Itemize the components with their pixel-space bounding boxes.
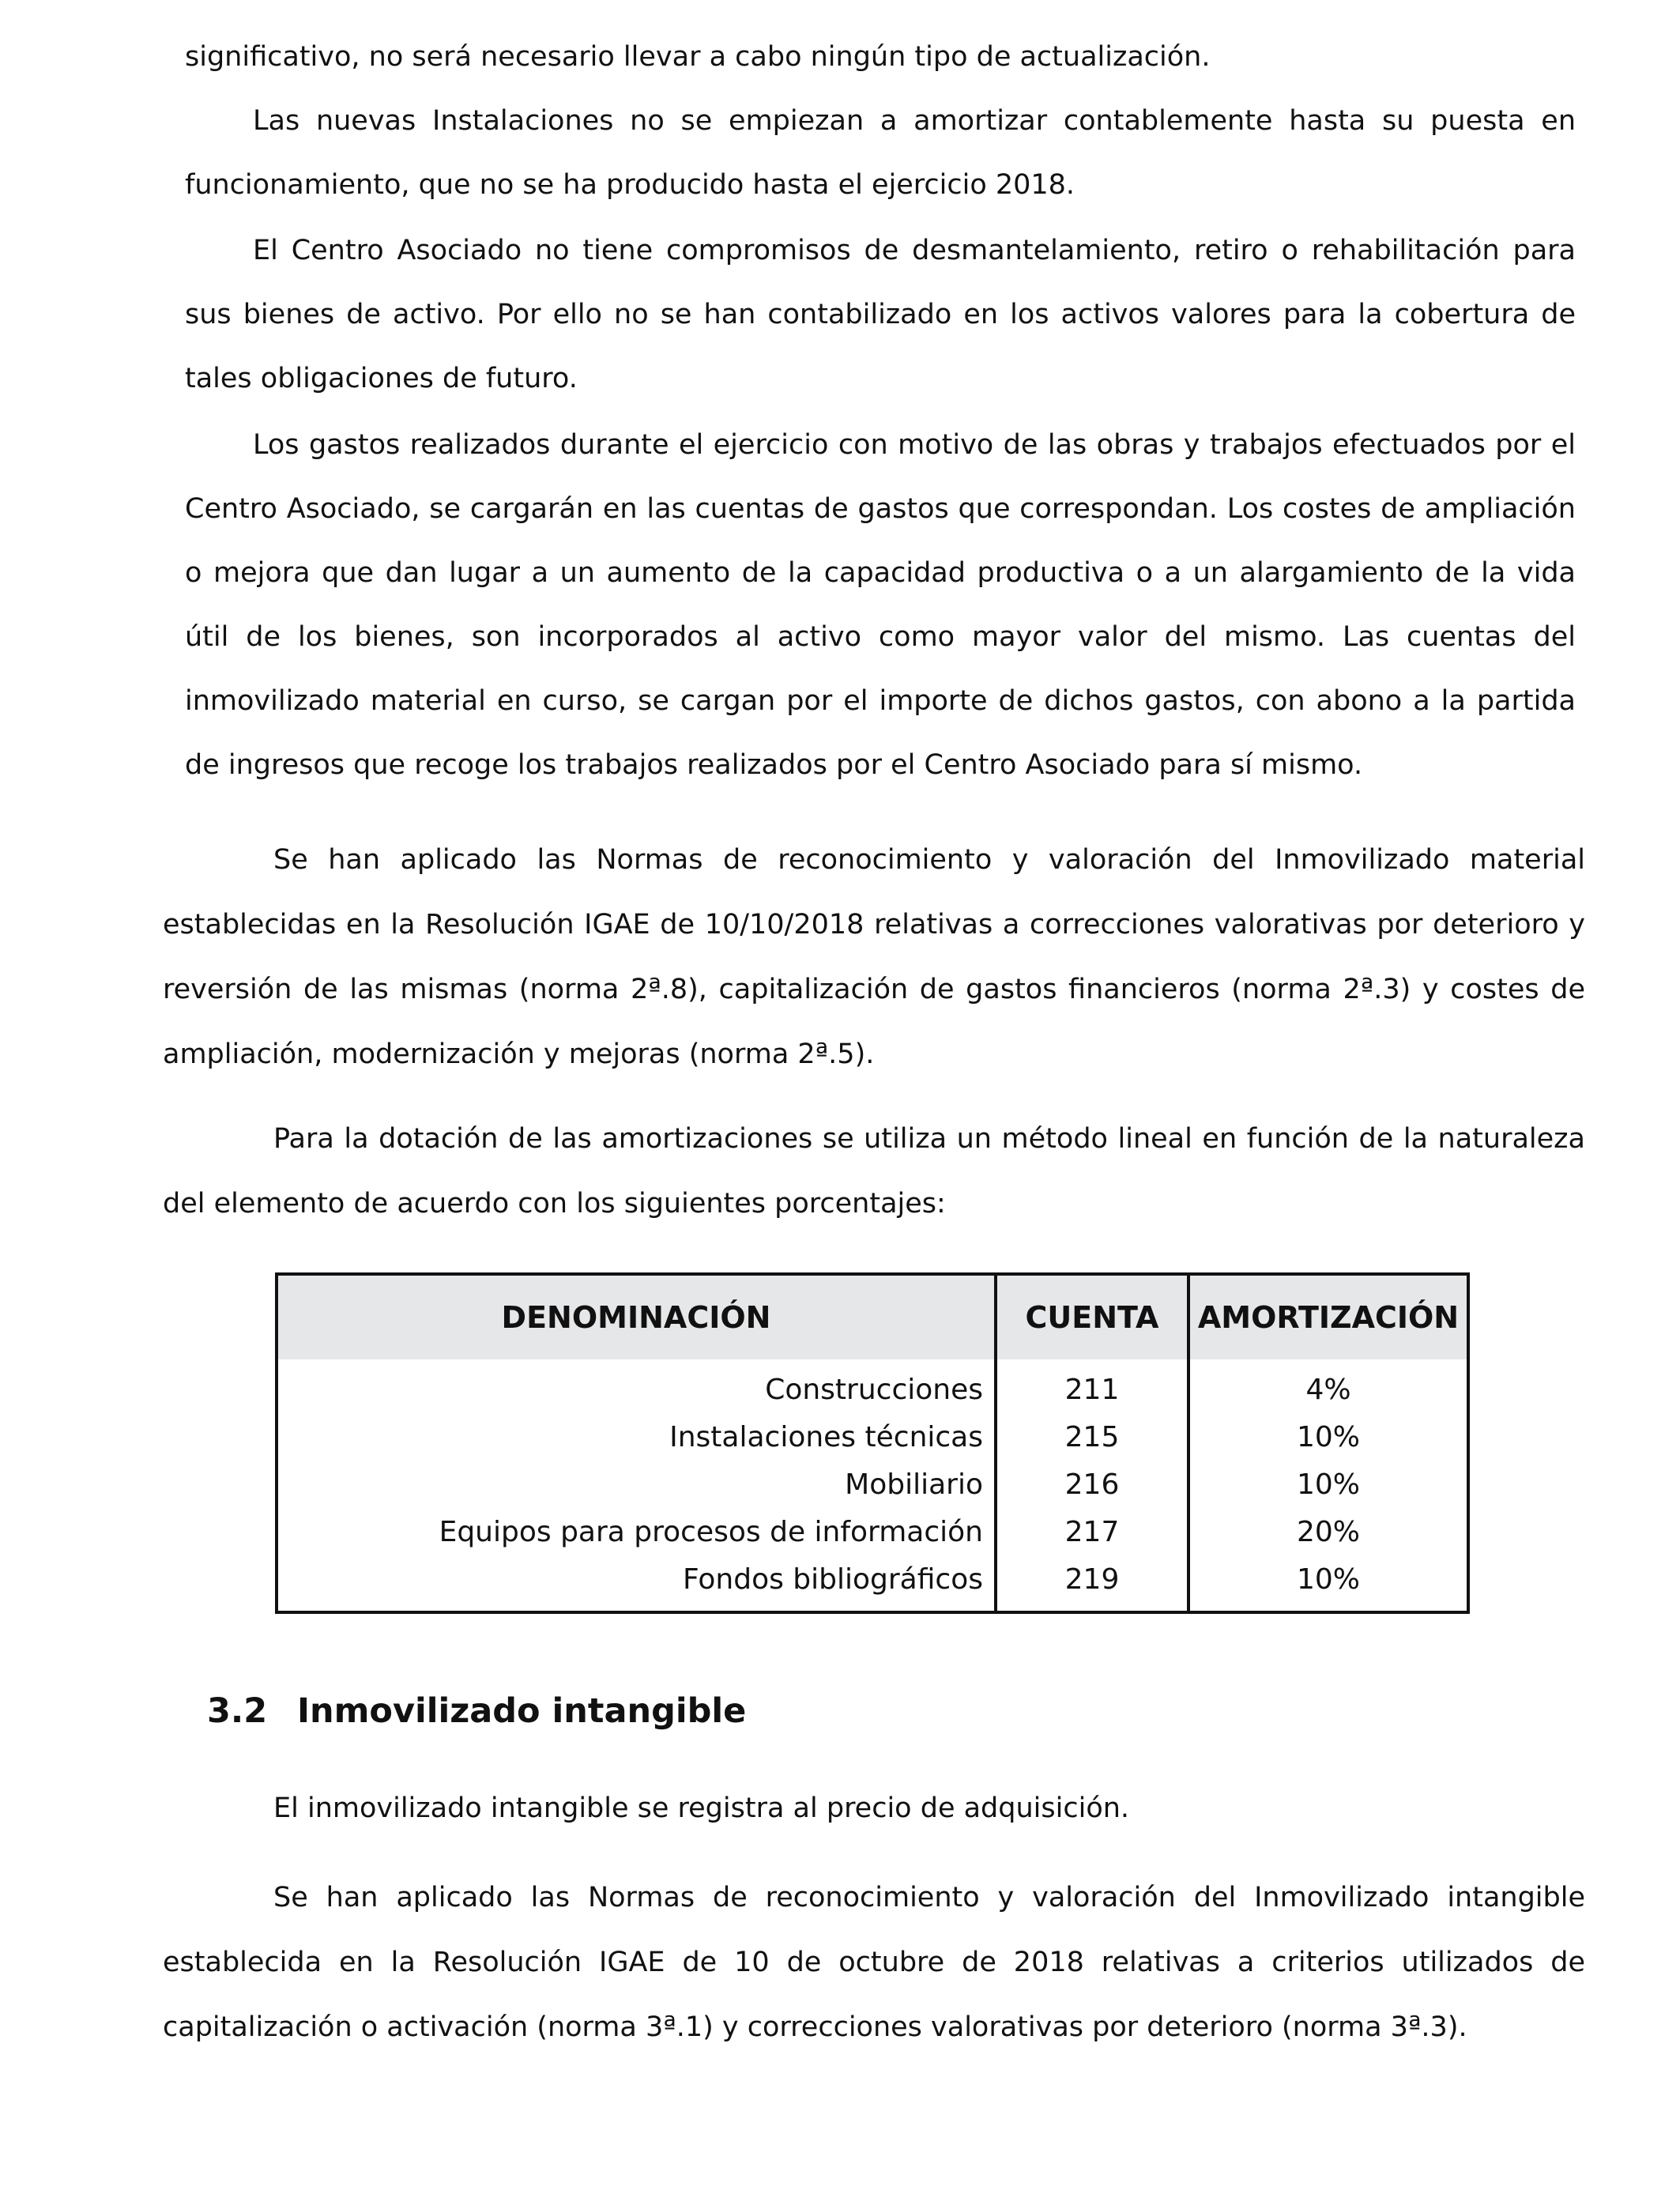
paragraph-norms-material: Se han aplicado las Normas de reconocimiento y valoración del Inmovilizado material establecidas en la Resolución IGAE de 10/10/2018 relativas a correcciones valorativas por deterioro y reversión de las mismas (norma 2ª.8), capitalización de gastos financieros (norma 2ª.3) y costes de ampliación, modernización y mejoras (norma 2ª.5).	[163, 844, 1585, 1070]
table-row	[277, 1359, 1468, 1413]
table-header-row	[277, 1274, 1468, 1359]
amortization-table	[275, 1272, 1470, 1614]
cell-account: 216	[996, 1461, 1188, 1508]
paragraph-installations: Las nuevas Instalaciones no se empiezan a amortizar contablemente hasta su puesta en funcionamiento, que no se ha producido hasta el ejercicio 2018.	[185, 105, 1576, 201]
table-row	[277, 1508, 1468, 1555]
section-number: 3.2	[207, 1691, 268, 1731]
table-row	[277, 1555, 1468, 1612]
cell-name: Instalaciones técnicas	[277, 1413, 996, 1461]
paragraph-expenses: Los gastos realizados durante el ejercicio con motivo de las obras y trabajos efectuados por el Centro Asociado, se cargarán en las cuentas de gastos que correspondan. Los costes de ampliación o mejora que dan lugar a un aumento de la capacidad productiva o a un alargamiento de la vida útil de los bienes, son incorporados al activo como mayor valor del mismo. Las cuentas del inmovilizado material en curso, se cargan por el importe de dichos gastos, con abono a la partida de ingresos que recoge los trabajos realizados por el Centro Asociado para sí mismo.	[185, 429, 1576, 781]
cell-rate: 20%	[1296, 1515, 1360, 1548]
paragraph-dismantling: El Centro Asociado no tiene compromisos de desmantelamiento, retiro o rehabilitación para sus bienes de activo. Por ello no se han contabilizado en los activos valores para la cobertura de tales obligaciones de futuro.	[185, 235, 1576, 394]
cell-name: Mobiliario	[277, 1461, 996, 1508]
cell-rate: 10%	[1296, 1563, 1360, 1596]
cell-rate: 4%	[1305, 1373, 1351, 1406]
cell-rate: 10%	[1296, 1420, 1360, 1453]
section-heading	[207, 1691, 746, 1731]
cell-name: Construcciones	[277, 1359, 996, 1413]
cell-account: 219	[996, 1555, 1188, 1612]
header-amortizacion: AMORTIZACIÓN	[1188, 1274, 1468, 1359]
table-row	[277, 1413, 1468, 1461]
paragraph-norms-intangible: Se han aplicado las Normas de reconocimiento y valoración del Inmovilizado intangible establecida en la Resolución IGAE de 10 de octubre de 2018 relativas a criterios utilizados de capitalización o activación (norma 3ª.1) y correcciones valorativas por deterioro (norma 3ª.3).	[163, 1882, 1585, 2043]
paragraph-continuation: significativo, no será necesario llevar a cabo ningún tipo de actualización.	[185, 41, 1211, 73]
cell-account: 215	[996, 1413, 1188, 1461]
cell-account: 211	[996, 1359, 1188, 1413]
section-title: Inmovilizado intangible	[297, 1691, 747, 1731]
cell-rate: 10%	[1296, 1468, 1360, 1501]
cell-account: 217	[996, 1508, 1188, 1555]
cell-name: Fondos bibliográficos	[277, 1555, 996, 1612]
paragraph-intangible-price: El inmovilizado intangible se registra al precio de adquisición.	[273, 1793, 1130, 1824]
cell-name: Equipos para procesos de información	[277, 1508, 996, 1555]
header-denominacion: DENOMINACIÓN	[277, 1274, 996, 1359]
paragraph-amortization-method: Para la dotación de las amortizaciones se utiliza un método lineal en función de la naturaleza del elemento de acuerdo con los siguientes porcentajes:	[163, 1123, 1585, 1220]
table-row	[277, 1461, 1468, 1508]
header-cuenta: CUENTA	[996, 1274, 1188, 1359]
